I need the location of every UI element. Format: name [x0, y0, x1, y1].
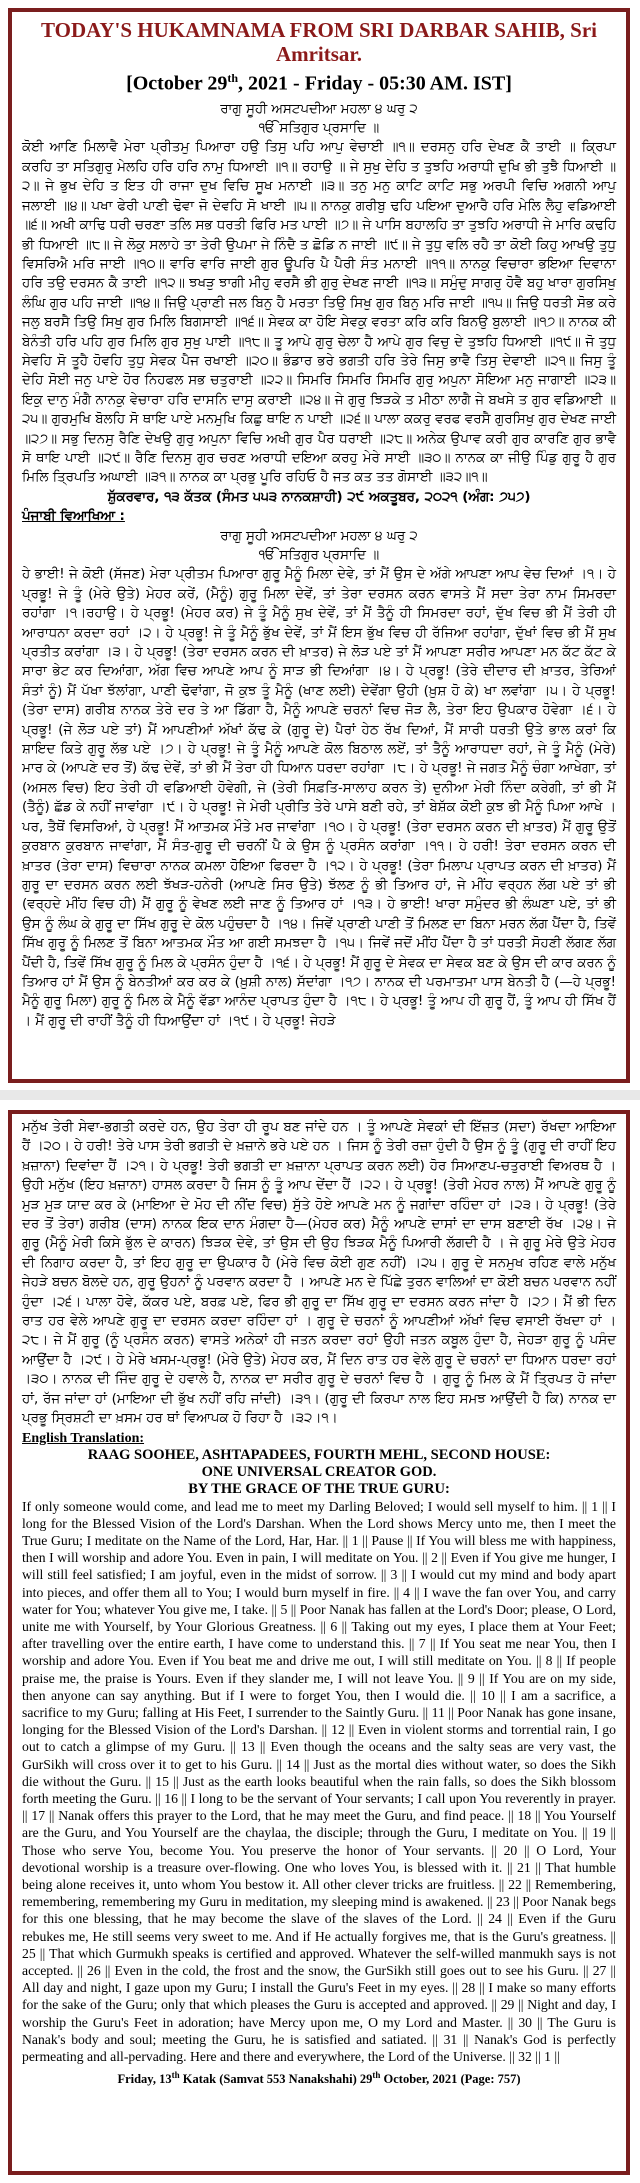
date-text: [October 29: [126, 72, 228, 95]
english-heading-raag: RAAG SOOHEE, ASHTAPADEES, FOURTH MEHL, SECOND HOUSE:: [87, 1446, 551, 1463]
footer-sup: th: [171, 2070, 180, 2081]
translation-raag-line: ਰਾਗੁ ਸੂਹੀ ਅਸਟਪਦੀਆ ਮਹਲਾ ੪ ਘਰੁ ੨: [220, 528, 418, 544]
english-heading-creator: ONE UNIVERSAL CREATOR GOD.: [201, 1463, 437, 1480]
translation-mool-line: ੴ ਸਤਿਗੁਰ ਪ੍ਰਸਾਦਿ ॥: [258, 548, 380, 563]
gurmukhi-date-line: ਸ਼ੁੱਕਰਵਾਰ, ੧੩ ਕੱਤਕ (ਸੰਮਤ ੫੫੩ ਨਾਨਕਸ਼ਾਹੀ) ੨੯ ਅਕਤੂਬਰ, ੨੦੨੧ (ਅੰਗ: ੭੫੭): [107, 489, 531, 505]
mool-line: ੴ ਸਤਿਗੁਰ ਪ੍ਰਸਾਦਿ ॥: [258, 121, 380, 137]
vyakhya-label: ਪੰਜਾਬੀ ਵਿਆਖਿਆ :: [22, 509, 125, 525]
footer-text-end: October, 2021 (Page: 757): [380, 2072, 521, 2087]
punjabi-translation-part2: ਮਨੁੱਖ ਤੇਰੀ ਸੇਵਾ-ਭਗਤੀ ਕਰਦੇ ਹਨ, ਉਹ ਤੇਰਾ ਹੀ ਰੂਪ ਬਣ ਜਾਂਦੇ ਹਨ । ਤੂੰ ਆਪਣੇ ਸੇਵਕਾਂ ਦੀ ਇੱਜ਼ਤ (ਸਦਾ) ਰੱਖਦਾ ਆਇਆ ਹੈਂ ।੨੦। ਹੇ ਹਰੀ! ਤੇਰੇ ਪਾਸ ਤੇਰੀ ਭਗਤੀ ਦੇ ਖ਼ਜ਼ਾਨੇ ਭਰੇ ਪਏ ਹਨ । ਜਿਸ ਨੂੰ ਤੇਰੀ ਰਜ਼ਾ ਹੁੰਦੀ ਹੈ ਉਸ ਨੂੰ ਤੂੰ (ਗੁਰੂ ਦੀ ਰਾਹੀਂ ਇਹ ਖ਼ਜ਼ਾਨਾ) ਦਿਵਾਂਦਾ ਹੈਂ ।੨੧। ਹੇ ਪ੍ਰਭੂ! ਤੇਰੀ ਭਗਤੀ ਦਾ ਖ਼ਜ਼ਾਨਾ ਪ੍ਰਾਪਤ ਕਰਨ ਲਈ) ਹੋਰ ਸਿਆਣਪ-ਚਤੁਰਾਈ ਵਿਅਰਥ ਹੈ । ਉਹੀ ਮਨੁੱਖ (ਇਹ ਖ਼ਜ਼ਾਨਾ) ਹਾਸਲ ਕਰਦਾ ਹੈ ਜਿਸ ਨੂੰ ਤੂੰ ਆਪ ਦੇਂਦਾ ਹੈਂ ।੨੨। ਹੇ ਪ੍ਰਭੂ! (ਤੇਰੀ ਮੇਹਰ ਨਾਲ) ਮੈਂ ਆਪਣੇ ਗੁਰੂ ਨੂੰ ਮੁੜ ਮੁੜ ਯਾਦ ਕਰ ਕੇ (ਮਾਇਆ ਦੇ ਮੋਹ ਦੀ ਨੀਂਦ ਵਿਚ) ਸੁੱਤੇ ਹੋਏ ਆਪਣੇ ਮਨ ਨੂੰ ਜਗਾਂਦਾ ਰਹਿੰਦਾ ਹਾਂ ।੨੩। ਹੇ ਪ੍ਰਭੂ! (ਤੇਰੇ ਦਰ ਤੋਂ ਤੇਰਾ) ਗਰੀਬ (ਦਾਸ) ਨਾਨਕ ਇਕ ਦਾਨ ਮੰਗਦਾ ਹੈ—(ਮੇਹਰ ਕਰ) ਮੈਨੂੰ ਆਪਣੇ ਦਾਸਾਂ ਦਾ ਦਾਸ ਬਣਾਈ ਰੱਖ ।੨੪। ਜੇ ਗੁਰੂ (ਮੈਨੂੰ ਮੇਰੀ ਕਿਸੇ ਭੁੱਲ ਦੇ ਕਾਰਨ) ਝਿੜਕ ਦੇਵੇ, ਤਾਂ ਉਸ ਦੀ ਉਹ ਝਿੜਕ ਮੈਨੂੰ ਪਿਆਰੀ ਲੱਗਦੀ ਹੈ । ਜੇ ਗੁਰੂ ਮੇਰੇ ਉਤੇ ਮੇਹਰ ਦੀ ਨਿਗਾਹ ਕਰਦਾ ਹੈ, ਤਾਂ ਇਹ ਗੁਰੂ ਦਾ ਉਪਕਾਰ ਹੈ (ਮੇਰੇ ਵਿਚ ਕੋਈ ਗੁਣ ਨਹੀਂ) ।੨੫। ਗੁਰੂ ਦੇ ਸਨਮੁਖ ਰਹਿਣ ਵਾਲੇ ਮਨੁੱਖ ਜੇਹੜੇ ਬਚਨ ਬੋਲਦੇ ਹਨ, ਗੁਰੂ ਉਹਨਾਂ ਨੂੰ ਪਰਵਾਨ ਕਰਦਾ ਹੈ । ਆਪਣੇ ਮਨ ਦੇ ਪਿੱਛੇ ਤੁਰਨ ਵਾਲਿਆਂ ਦਾ ਕੋਈ ਬਚਨ ਪਰਵਾਨ ਨਹੀਂ ਹੁੰਦਾ ।੨੬। ਪਾਲਾ ਹੋਵੇ, ਕੱਕਰ ਪਏ, ਬਰਫ਼ ਪਏ, ਫਿਰ ਭੀ ਗੁਰੂ ਦਾ ਸਿੱਖ ਗੁਰੂ ਦਾ ਦਰਸਨ ਕਰਨ ਜਾਂਦਾ ਹੈ ।੨੭। ਮੈਂ ਭੀ ਦਿਨ ਰਾਤ ਹਰ ਵੇਲੇ ਆਪਣੇ ਗੁਰੂ ਦਾ ਦਰਸਨ ਕਰਦਾ ਰਹਿੰਦਾ ਹਾਂ । ਗੁਰੂ ਦੇ ਚਰਨਾਂ ਨੂੰ ਆਪਣੀਆਂ ਅੱਖਾਂ ਵਿਚ ਵਸਾਈ ਰੱਖਦਾ ਹਾਂ ।੨੮। ਜੇ ਮੈਂ ਗੁਰੂ (ਨੂੰ ਪ੍ਰਸੰਨ ਕਰਨ) ਵਾਸਤੇ ਅਨੇਕਾਂ ਹੀ ਜਤਨ ਕਰਦਾ ਰਹਾਂ ਉਹੀ ਜਤਨ ਕਬੂਲ ਹੁੰਦਾ ਹੈ, ਜੇਹੜਾ ਗੁਰੂ ਨੂੰ ਪਸੰਦ ਆਉਂਦਾ ਹੈ ।੨੯। ਹੇ ਮੇਰੇ ਖਸਮ-ਪ੍ਰਭੂ! (ਮੇਰੇ ਉਤੇ) ਮੇਹਰ ਕਰ, ਮੈਂ ਦਿਨ ਰਾਤ ਹਰ ਵੇਲੇ ਗੁਰੂ ਦੇ ਚਰਨਾਂ ਦਾ ਧਿਆਨ ਧਰਦਾ ਰਹਾਂ ।੩੦। ਨਾਨਕ ਦੀ ਜਿੰਦ ਗੁਰੂ ਦੇ ਹਵਾਲੇ ਹੈ, ਨਾਨਕ ਦਾ ਸਰੀਰ ਗੁਰੂ ਦੇ ਚਰਨਾਂ ਵਿਚ ਹੈ । ਗੁਰੂ ਨੂੰ ਮਿਲ ਕੇ ਮੈਂ ਤ੍ਰਿਪਤ ਹੋ ਜਾਂਦਾ ਹਾਂ, ਰੱਜ ਜਾਂਦਾ ਹਾਂ (ਮਾਇਆ ਦੀ ਭੁੱਖ ਨਹੀਂ ਰਹਿ ਜਾਂਦੀ) ।੩੧। (ਗੁਰੂ ਦੀ ਕਿਰਪਾ ਨਾਲ ਇਹ ਸਮਝ ਆਉਂਦੀ ਹੈ ਕਿ) ਨਾਨਕ ਦਾ ਪ੍ਰਭੂ ਸ੍ਰਿਸ਼ਟੀ ਦਾ ਖ਼ਸਮ ਹਰ ਥਾਂ ਵਿਆਪਕ ਹੋ ਰਿਹਾ ਹੈ ।੩੨।੧।: [22, 1120, 616, 1427]
footer-date: [12, 2067, 626, 2087]
date-sup: th: [227, 71, 239, 85]
punjabi-translation-part1: ਹੇ ਭਾਈ! ਜੇ ਕੋਈ (ਸੱਜਣ) ਮੇਰਾ ਪ੍ਰੀਤਮ ਪਿਆਰਾ ਗੁਰੂ ਮੈਨੂੰ ਮਿਲਾ ਦੇਵੇ, ਤਾਂ ਮੈਂ ਉਸ ਦੇ ਅੱਗੇ ਆਪਣਾ ਆਪ ਵੇਚ ਦਿਆਂ ।੧। ਹੇ ਪ੍ਰਭੂ! ਜੇ ਤੂੰ (ਮੇਰੇ ਉਤੇ) ਮੇਹਰ ਕਰੇਂ, (ਮੈਨੂੰ) ਗੁਰੂ ਮਿਲਾ ਦੇਵੇਂ, ਤਾਂ ਤੇਰਾ ਦਰਸਨ ਕਰਨ ਵਾਸਤੇ ਮੈਂ ਸਦਾ ਤੇਰਾ ਨਾਮ ਸਿਮਰਦਾ ਰਹਾਂਗਾ ।੧।ਰਹਾਉ। ਹੇ ਪ੍ਰਭੂ! (ਮੇਹਰ ਕਰ) ਜੇ ਤੂੰ ਮੈਨੂੰ ਸੁਖ ਦੇਵੇਂ, ਤਾਂ ਮੈਂ ਤੈਨੂੰ ਹੀ ਸਿਮਰਦਾ ਰਹਾਂ, ਦੁੱਖ ਵਿਚ ਭੀ ਮੈਂ ਤੇਰੀ ਹੀ ਆਰਾਧਨਾ ਕਰਦਾ ਰਹਾਂ ।੨। ਹੇ ਪ੍ਰਭੂ! ਜੇ ਤੂੰ ਮੈਨੂੰ ਭੁੱਖ ਦੇਵੇਂ, ਤਾਂ ਮੈਂ ਇਸ ਭੁੱਖ ਵਿਚ ਹੀ ਰੱਜਿਆ ਰਹਾਂਗਾ, ਦੁੱਖਾਂ ਵਿਚ ਭੀ ਮੈਂ ਸੁਖ ਪ੍ਰਤੀਤ ਕਰਾਂਗਾ ।੩। ਹੇ ਪ੍ਰਭੂ! (ਤੇਰਾ ਦਰਸਨ ਕਰਨ ਦੀ ਖ਼ਾਤਰ) ਜੇ ਲੋੜ ਪਏ ਤਾਂ ਮੈਂ ਆਪਣਾ ਸਰੀਰ ਆਪਣਾ ਮਨ ਕੱਟ ਕੱਟ ਕੇ ਸਾਰਾ ਭੇਟ ਕਰ ਦਿਆਂਗਾ, ਅੱਗ ਵਿਚ ਆਪਣੇ ਆਪ ਨੂੰ ਸਾੜ ਭੀ ਦਿਆਂਗਾ ।੪। ਹੇ ਪ੍ਰਭੂ! (ਤੇਰੇ ਦੀਦਾਰ ਦੀ ਖ਼ਾਤਰ, ਤੇਰਿਆਂ ਸੰਤਾਂ ਨੂੰ) ਮੈਂ ਪੱਖਾ ਝੱਲਾਂਗਾ, ਪਾਣੀ ਢੋਵਾਂਗਾ, ਜੋ ਕੁਝ ਤੂੰ ਮੈਨੂੰ (ਖਾਣ ਲਈ) ਦੇਵੇਂਗਾ ਉਹੀ (ਖ਼ੁਸ਼ ਹੋ ਕੇ) ਖਾ ਲਵਾਂਗਾ ।੫। ਹੇ ਪ੍ਰਭੂ! (ਤੇਰਾ ਦਾਸ) ਗਰੀਬ ਨਾਨਕ ਤੇਰੇ ਦਰ ਤੇ ਆ ਡਿੱਗਾ ਹੈ, ਮੈਨੂੰ ਆਪਣੇ ਚਰਨਾਂ ਵਿਚ ਜੋੜ ਲੈ, ਤੇਰਾ ਇਹ ਉਪਕਾਰ ਹੋਵੇਗਾ ।੬। ਹੇ ਪ੍ਰਭੂ! (ਜੇ ਲੋੜ ਪਏ ਤਾਂ) ਮੈਂ ਆਪਣੀਆਂ ਅੱਖਾਂ ਕੱਢ ਕੇ (ਗੁਰੂ ਦੇ) ਪੈਰਾਂ ਹੇਠ ਰੱਖ ਦਿਆਂ, ਮੈਂ ਸਾਰੀ ਧਰਤੀ ਉਤੇ ਭਾਲ ਕਰਾਂ ਕਿ ਸ਼ਾਇਦ ਕਿਤੇ ਗੁਰੂ ਲੱਭ ਪਏ ।੭। ਹੇ ਪ੍ਰਭੂ! ਜੇ ਤੂੰ ਮੈਨੂੰ ਆਪਣੇ ਕੋਲ ਬਿਠਾਲ ਲਏਂ, ਤਾਂ ਤੈਨੂੰ ਆਰਾਧਦਾ ਰਹਾਂ, ਜੇ ਤੂੰ ਮੈਨੂੰ (ਮੇਰੇ) ਮਾਰ ਕੇ (ਆਪਣੇ ਦਰ ਤੋਂ) ਕੱਢ ਦੇਵੇਂ, ਤਾਂ ਭੀ ਮੈਂ ਤੇਰਾ ਹੀ ਧਿਆਨ ਧਰਦਾ ਰਹਾਂਗਾ ।੮। ਹੇ ਪ੍ਰਭੂ! ਜੇ ਜਗਤ ਮੈਨੂੰ ਚੰਗਾ ਆਖੇਗਾ, ਤਾਂ (ਅਸਲ ਵਿਚ) ਇਹ ਤੇਰੀ ਹੀ ਵਡਿਆਈ ਹੋਵੇਗੀ, ਜੇ (ਤੇਰੀ ਸਿਫ਼ਤਿ-ਸਾਲਾਹ ਕਰਨ ਤੇ) ਦੁਨੀਆ ਮੇਰੀ ਨਿੰਦਾ ਕਰੇਗੀ, ਤਾਂ ਭੀ ਮੈਂ (ਤੈਨੂੰ) ਛੱਡ ਕੇ ਨਹੀਂ ਜਾਵਾਂਗਾ ।੯। ਹੇ ਪ੍ਰਭੂ! ਜੇ ਮੇਰੀ ਪ੍ਰੀਤਿ ਤੇਰੇ ਪਾਸੇ ਬਣੀ ਰਹੇ, ਤਾਂ ਬੇਸ਼ੱਕ ਕੋਈ ਕੁਝ ਭੀ ਮੈਨੂੰ ਪਿਆ ਆਖੇ । ਪਰ, ਤੈਥੋਂ ਵਿਸਰਿਆਂ, ਹੇ ਪ੍ਰਭੂ! ਮੈਂ ਆਤਮਕ ਮੌਤੇ ਮਰ ਜਾਵਾਂਗਾ ।੧੦। ਹੇ ਪ੍ਰਭੂ! (ਤੇਰਾ ਦਰਸਨ ਕਰਨ ਦੀ ਖ਼ਾਤਰ) ਮੈਂ ਗੁਰੂ ਉਤੋਂ ਕੁਰਬਾਨ ਕੁਰਬਾਨ ਜਾਵਾਂਗਾ, ਮੈਂ ਸੰਤ-ਗੁਰੂ ਦੀ ਚਰਨੀਂ ਪੈ ਕੇ ਉਸ ਨੂੰ ਪ੍ਰਸੰਨ ਕਰਾਂਗਾ ।੧੧। ਹੇ ਹਰੀ! ਤੇਰਾ ਦਰਸਨ ਕਰਨ ਦੀ ਖ਼ਾਤਰ (ਤੇਰਾ ਦਾਸ) ਵਿਚਾਰਾ ਨਾਨਕ ਕਮਲਾ ਹੋਇਆ ਫਿਰਦਾ ਹੈ ।੧੨। ਹੇ ਪ੍ਰਭੂ! (ਤੇਰਾ ਮਿਲਾਪ ਪ੍ਰਾਪਤ ਕਰਨ ਦੀ ਖ਼ਾਤਰ) ਮੈਂ ਗੁਰੂ ਦਾ ਦਰਸਨ ਕਰਨ ਲਈ ਝੱਖੜ-ਹਨੇਰੀ (ਆਪਣੇ ਸਿਰ ਉਤੇ) ਝੱਲਣ ਨੂੰ ਭੀ ਤਿਆਰ ਹਾਂ, ਜੇ ਮੀਂਹ ਵਰ੍ਹਨ ਲੱਗ ਪਏ ਤਾਂ ਭੀ (ਵਰ੍ਹਦੇ ਮੀਂਹ ਵਿਚ ਹੀ) ਮੈਂ ਗੁਰੂ ਨੂੰ ਵੇਖਣ ਲਈ ਜਾਣ ਨੂੰ ਤਿਆਰ ਹਾਂ ।੧੩। ਹੇ ਭਾਈ! ਖਾਰਾ ਸਮੁੰਦਰ ਭੀ ਲੰਘਣਾ ਪਏ, ਤਾਂ ਭੀ ਉਸ ਨੂੰ ਲੰਘ ਕੇ ਗੁਰੂ ਦਾ ਸਿੱਖ ਗੁਰੂ ਦੇ ਕੋਲ ਪਹੁੰਚਦਾ ਹੈ ।੧੪। ਜਿਵੇਂ ਪ੍ਰਾਣੀ ਪਾਣੀ ਤੋਂ ਮਿਲਣ ਦਾ ਬਿਨਾ ਮਰਨ ਲੱਗ ਪੈਂਦਾ ਹੈ, ਤਿਵੇਂ ਸਿੱਖ ਗੁਰੂ ਨੂੰ ਮਿਲਣ ਤੋਂ ਬਿਨਾ ਆਤਮਕ ਮੌਤ ਆ ਗਈ ਸਮਝਦਾ ਹੈ ।੧੫। ਜਿਵੇਂ ਜਦੋਂ ਮੀਂਹ ਪੈਂਦਾ ਹੈ ਤਾਂ ਧਰਤੀ ਸੋਹਣੀ ਲੱਗਣ ਲੱਗ ਪੈਂਦੀ ਹੈ, ਤਿਵੇਂ ਸਿੱਖ ਗੁਰੂ ਨੂੰ ਮਿਲ ਕੇ ਪ੍ਰਸੰਨ ਹੁੰਦਾ ਹੈ ।੧੬। ਹੇ ਪ੍ਰਭੂ! ਮੈਂ ਗੁਰੂ ਦੇ ਸੇਵਕ ਦਾ ਸੇਵਕ ਬਣ ਕੇ ਉਸ ਦੀ ਕਾਰ ਕਰਨ ਨੂੰ ਤਿਆਰ ਹਾਂ ਮੈਂ ਉਸ ਨੂੰ ਬੇਨਤੀਆਂ ਕਰ ਕਰ ਕੇ (ਖ਼ੁਸ਼ੀ ਨਾਲ) ਸੱਦਾਂਗਾ ।੧੭। ਨਾਨਕ ਦੀ ਪਰਮਾਤਮਾ ਪਾਸ ਬੇਨਤੀ ਹੈ (—ਹੇ ਪ੍ਰਭੂ! ਮੈਨੂੰ ਗੁਰੂ ਮਿਲਾ) ਗੁਰੂ ਨੂੰ ਮਿਲ ਕੇ ਮੈਨੂੰ ਵੱਡਾ ਆਨੰਦ ਪ੍ਰਾਪਤ ਹੁੰਦਾ ਹੈ ।੧੮। ਹੇ ਪ੍ਰਭੂ! ਤੂੰ ਆਪ ਹੀ ਗੁਰੂ ਹੈਂ, ਤੂੰ ਆਪ ਹੀ ਸਿੱਖ ਹੈਂ । ਮੈਂ ਗੁਰੂ ਦੀ ਰਾਹੀਂ ਤੈਨੂੰ ਹੀ ਧਿਆਉਂਦਾ ਹਾਂ ।੧੯। ਹੇ ਪ੍ਰਭੂ! ਜੇਹੜੇ: [22, 567, 617, 1029]
english-label: English Translation:: [22, 1430, 145, 1446]
gurbani-text: ਕੋਈ ਆਣਿ ਮਿਲਾਵੈ ਮੇਰਾ ਪ੍ਰੀਤਮੁ ਪਿਆਰਾ ਹਉ ਤਿਸੁ ਪਹਿ ਆਪੁ ਵੇਚਾਈ ॥੧॥ ਦਰਸਨੁ ਹਰਿ ਦੇਖਣ ਕੈ ਤਾਈ ॥ ਕ੍ਰਿਪਾ ਕਰਹਿ ਤਾ ਸਤਿਗੁਰੁ ਮੇਲਹਿ ਹਰਿ ਹਰਿ ਨਾਮੁ ਧਿਆਈ ॥੧॥ ਰਹਾਉ ॥ ਜੇ ਸੁਖੁ ਦੇਹਿ ਤ ਤੁਝਹਿ ਅਰਾਧੀ ਦੁਖਿ ਭੀ ਤੁਝੈ ਧਿਆਈ ॥੨॥ ਜੇ ਭੁਖ ਦੇਹਿ ਤ ਇਤ ਹੀ ਰਾਜਾ ਦੁਖ ਵਿਚਿ ਸੂਖ ਮਨਾਈ ॥੩॥ ਤਨੁ ਮਨੁ ਕਾਟਿ ਕਾਟਿ ਸਭੁ ਅਰਪੀ ਵਿਚਿ ਅਗਨੀ ਆਪੁ ਜਲਾਈ ॥੪॥ ਪਖਾ ਫੇਰੀ ਪਾਣੀ ਢੋਵਾ ਜੋ ਦੇਵਹਿ ਸੋ ਖਾਈ ॥੫॥ ਨਾਨਕੁ ਗਰੀਬੁ ਢਹਿ ਪਇਆ ਦੁਆਰੈ ਹਰਿ ਮੇਲਿ ਲੈਹੁ ਵਡਿਆਈ ॥੬॥ ਅਖੀ ਕਾਢਿ ਧਰੀ ਚਰਣਾ ਤਲਿ ਸਭ ਧਰਤੀ ਫਿਰਿ ਮਤ ਪਾਈ ॥੭॥ ਜੇ ਪਾਸਿ ਬਹਾਲਹਿ ਤਾ ਤੁਝਹਿ ਅਰਾਧੀ ਜੇ ਮਾਰਿ ਕਢਹਿ ਭੀ ਧਿਆਈ ॥੮॥ ਜੇ ਲੋਕੁ ਸਲਾਹੇ ਤਾ ਤੇਰੀ ਉਪਮਾ ਜੇ ਨਿੰਦੈ ਤ ਛੋਡਿ ਨ ਜਾਈ ॥੯॥ ਜੇ ਤੁਧੁ ਵਲਿ ਰਹੈ ਤਾ ਕੋਈ ਕਿਹੁ ਆਖਉ ਤੁਧੁ ਵਿਸਰਿਐ ਮਰਿ ਜਾਈ ॥੧੦॥ ਵਾਰਿ ਵਾਰਿ ਜਾਈ ਗੁਰ ਊਪਰਿ ਪੈ ਪੈਰੀ ਸੰਤ ਮਨਾਈ ॥੧੧॥ ਨਾਨਕੁ ਵਿਚਾਰਾ ਭਇਆ ਦਿਵਾਨਾ ਹਰਿ ਤਉ ਦਰਸਨ ਕੈ ਤਾਈ ॥੧੨॥ ਝਖੜੁ ਝਾਗੀ ਮੀਹੁ ਵਰਸੈ ਭੀ ਗੁਰੁ ਦੇਖਣ ਜਾਈ ॥੧੩॥ ਸਮੁੰਦੁ ਸਾਗਰੁ ਹੋਵੈ ਬਹੁ ਖਾਰਾ ਗੁਰਸਿਖੁ ਲੰਘਿ ਗੁਰ ਪਹਿ ਜਾਈ ॥੧੪॥ ਜਿਉ ਪ੍ਰਾਣੀ ਜਲ ਬਿਨੁ ਹੈ ਮਰਤਾ ਤਿਉ ਸਿਖੁ ਗੁਰ ਬਿਨੁ ਮਰਿ ਜਾਈ ॥੧੫॥ ਜਿਉ ਧਰਤੀ ਸੋਭ ਕਰੇ ਜਲੁ ਬਰਸੈ ਤਿਉ ਸਿਖੁ ਗੁਰ ਮਿਲਿ ਬਿਗਸਾਈ ॥੧੬॥ ਸੇਵਕ ਕਾ ਹੋਇ ਸੇਵਕੁ ਵਰਤਾ ਕਰਿ ਕਰਿ ਬਿਨਉ ਬੁਲਾਈ ॥੧੭॥ ਨਾਨਕ ਕੀ ਬੇਨੰਤੀ ਹਰਿ ਪਹਿ ਗੁਰ ਮਿਲਿ ਗੁਰ ਸੁਖੁ ਪਾਈ ॥੧੮॥ ਤੂ ਆਪੇ ਗੁਰੁ ਚੇਲਾ ਹੈ ਆਪੇ ਗੁਰ ਵਿਚੁ ਦੇ ਤੁਝਹਿ ਧਿਆਈ ॥੧੯॥ ਜੋ ਤੁਧੁ ਸੇਵਹਿ ਸੋ ਤੂਹੈ ਹੋਵਹਿ ਤੁਧੁ ਸੇਵਕ ਪੈਜ ਰਖਾਈ ॥੨੦॥ ਭੰਡਾਰ ਭਰੇ ਭਗਤੀ ਹਰਿ ਤੇਰੇ ਜਿਸੁ ਭਾਵੈ ਤਿਸੁ ਦੇਵਾਈ ॥੨੧॥ ਜਿਸੁ ਤੂੰ ਦੇਹਿ ਸੋਈ ਜਨੁ ਪਾਏ ਹੋਰ ਨਿਹਫਲ ਸਭ ਚਤੁਰਾਈ ॥੨੨॥ ਸਿਮਰਿ ਸਿਮਰਿ ਸਿਮਰਿ ਗੁਰੁ ਅਪੁਨਾ ਸੋਇਆ ਮਨੁ ਜਾਗਾਈ ॥੨੩॥ ਇਕੁ ਦਾਨੁ ਮੰਗੈ ਨਾਨਕੁ ਵੇਚਾਰਾ ਹਰਿ ਦਾਸਨਿ ਦਾਸੁ ਕਰਾਈ ॥੨੪॥ ਜੇ ਗੁਰੁ ਝਿੜਕੇ ਤ ਮੀਠਾ ਲਾਗੈ ਜੇ ਬਖਸੇ ਤ ਗੁਰ ਵਡਿਆਈ ॥੨੫॥ ਗੁਰਮੁਖਿ ਬੋਲਹਿ ਸੋ ਥਾਇ ਪਾਏ ਮਨਮੁਖਿ ਕਿਛੁ ਥਾਇ ਨ ਪਾਈ ॥੨੬॥ ਪਾਲਾ ਕਕਰੁ ਵਰਫ ਵਰਸੈ ਗੁਰਸਿਖੁ ਗੁਰ ਦੇਖਣ ਜਾਈ ॥੨੭॥ ਸਭੁ ਦਿਨਸੁ ਰੈਣਿ ਦੇਖਉ ਗੁਰੁ ਅਪੁਨਾ ਵਿਚਿ ਅਖੀ ਗੁਰ ਪੈਰ ਧਰਾਈ ॥੨੮॥ ਅਨੇਕ ਉਪਾਵ ਕਰੀ ਗੁਰ ਕਾਰਣਿ ਗੁਰ ਭਾਵੈ ਸੋ ਥਾਇ ਪਾਈ ॥੨੯॥ ਰੈਣਿ ਦਿਨਸੁ ਗੁਰ ਚਰਣ ਅਰਾਧੀ ਦਇਆ ਕਰਹੁ ਮੇਰੇ ਸਾਈ ॥੩੦॥ ਨਾਨਕ ਕਾ ਜੀਉ ਪਿੰਡੁ ਗੁਰੂ ਹੈ ਗੁਰ ਮਿਲਿ ਤ੍ਰਿਪਤਿ ਅਘਾਈ ॥੩੧॥ ਨਾਨਕ ਕਾ ਪ੍ਰਭੁ ਪੂਰਿ ਰਹਿਓ ਹੈ ਜਤ ਕਤ ਤਤ ਗੋਸਾਈ ॥੩੨॥੧॥: [22, 140, 616, 486]
footer-text-mid: Katak (Samvat 553 Nanakshahi) 29: [179, 2072, 373, 2087]
english-translation: If only someone would come, and lead me to meet my Darling Beloved; I would sell myself to him. || 1 || I long for the Blessed Vision of the Lord's Darshan. When the Lord shows Mercy unto me, then I meet the True Guru; I meditate on the Name of the Lord, Har, Har. || 1 || Pause || If You will bless me with happiness, then I will worship and adore You. Even in pain, I will meditate on You. || 2 || Even if You give me hunger, I will still feel satisfied; I am joyful, even in the midst of sorrow. || 3 || I would cut my mind and body apart into pieces, and offer them all to You; I would burn myself in fire. || 4 || I wave the fan over You, and carry water for You; whatever You give me, I take. || 5 || Poor Nanak has fallen at the Lord's Door; please, O Lord, unite me with Yourself, by Your Glorious Greatness. || 6 || Taking out my eyes, I place them at Your Feet; after travelling over the entire earth, I have come to understand this. || 7 || If You seat me near You, then I worship and adore You. Even if You beat me and drive me out, I will still meditate on You. || 8 || If people praise me, the praise is Yours. Even if they slander me, I will not leave You. || 9 || If You are on my side, then anyone can say anything. But if I were to forget You, then I would die. || 10 || I am a sacrifice, a sacrifice to my Guru; falling at His Feet, I surrender to the Saintly Guru. || 11 || Poor Nanak has gone insane, longing for the Blessed Vision of the Lord's Darshan. || 12 || Even in violent storms and torrential rain, I go out to catch a glimpse of my Guru. || 13 || Even though the oceans and the salty seas are very vast, the GurSikh will cross over it to get to his Guru. || 14 || Just as the mortal dies without water, so does the Sikh die without the Guru. || 15 || Just as the earth looks beautiful when the rain falls, so does the Sikh blossom forth meeting the Guru. || 16 || I long to be the servant of Your servants; I call upon You reverently in prayer. || 17 || Nanak offers this prayer to the Lord, that he may meet the Guru, and find peace. || 18 || You Yourself are the Guru, and You Yourself are the chaylaa, the disciple; through the Guru, I meditate on You. || 19 || Those who serve You, become You. You preserve the honor of Your servants. || 20 || O Lord, Your devotional worship is a treasure over-flowing. One who loves You, is blessed with it. || 21 || That humble being alone receives it, unto whom You bestow it. All other clever tricks are fruitless. || 22 || Remembering, remembering, remembering my Guru in meditation, my sleeping mind is awakened. || 23 || Poor Nanak begs for this one blessing, that he may become the slave of the slaves of the Lord. || 24 || Even if the Guru rebukes me, He still seems very sweet to me. And if He actually forgives me, that is the Guru's greatness. || 25 || That which Gurmukh speaks is certified and approved. Whatever the self-willed manmukh says is not accepted. || 26 || Even in the cold, the frost and the snow, the GurSikh still goes out to see his Guru. || 27 || All day and night, I gaze upon my Guru; I install the Guru's Feet in my eyes. || 28 || I make so many efforts for the sake of the Guru; only that which pleases the Guru is accepted and approved. || 29 || Night and day, I worship the Guru's Feet in adoration; have Mercy upon me, O my Lord and Master. || 30 || The Guru is Nanak's body and soul; meeting the Guru, he is satisfied and satiated. || 31 || Nanak's God is perfectly permeating and all-pervading. Here and there and everywhere, the Lord of the Universe. || 32 || 1 ||: [22, 1498, 616, 2064]
date-text-end: , 2021 - Friday - 05:30 AM. IST]: [238, 72, 512, 95]
hukamnama-panel-bottom: [8, 1110, 630, 2175]
footer-text: Friday, 13: [117, 2072, 172, 2087]
page-date: [12, 66, 626, 96]
raag-line: ਰਾਗੁ ਸੂਹੀ ਅਸਟਪਦੀਆ ਮਹਲਾ ੪ ਘਰੁ ੨: [220, 101, 418, 117]
footer-sup2: th: [372, 2070, 381, 2081]
hukamnama-panel-top: [8, 8, 630, 1083]
panel-divider: [0, 1090, 640, 1100]
page-title: TODAY'S HUKAMNAMA FROM SRI DARBAR SAHIB, Sri Amritsar.: [41, 18, 597, 66]
english-heading-grace: BY THE GRACE OF THE TRUE GURU:: [188, 1480, 450, 1497]
